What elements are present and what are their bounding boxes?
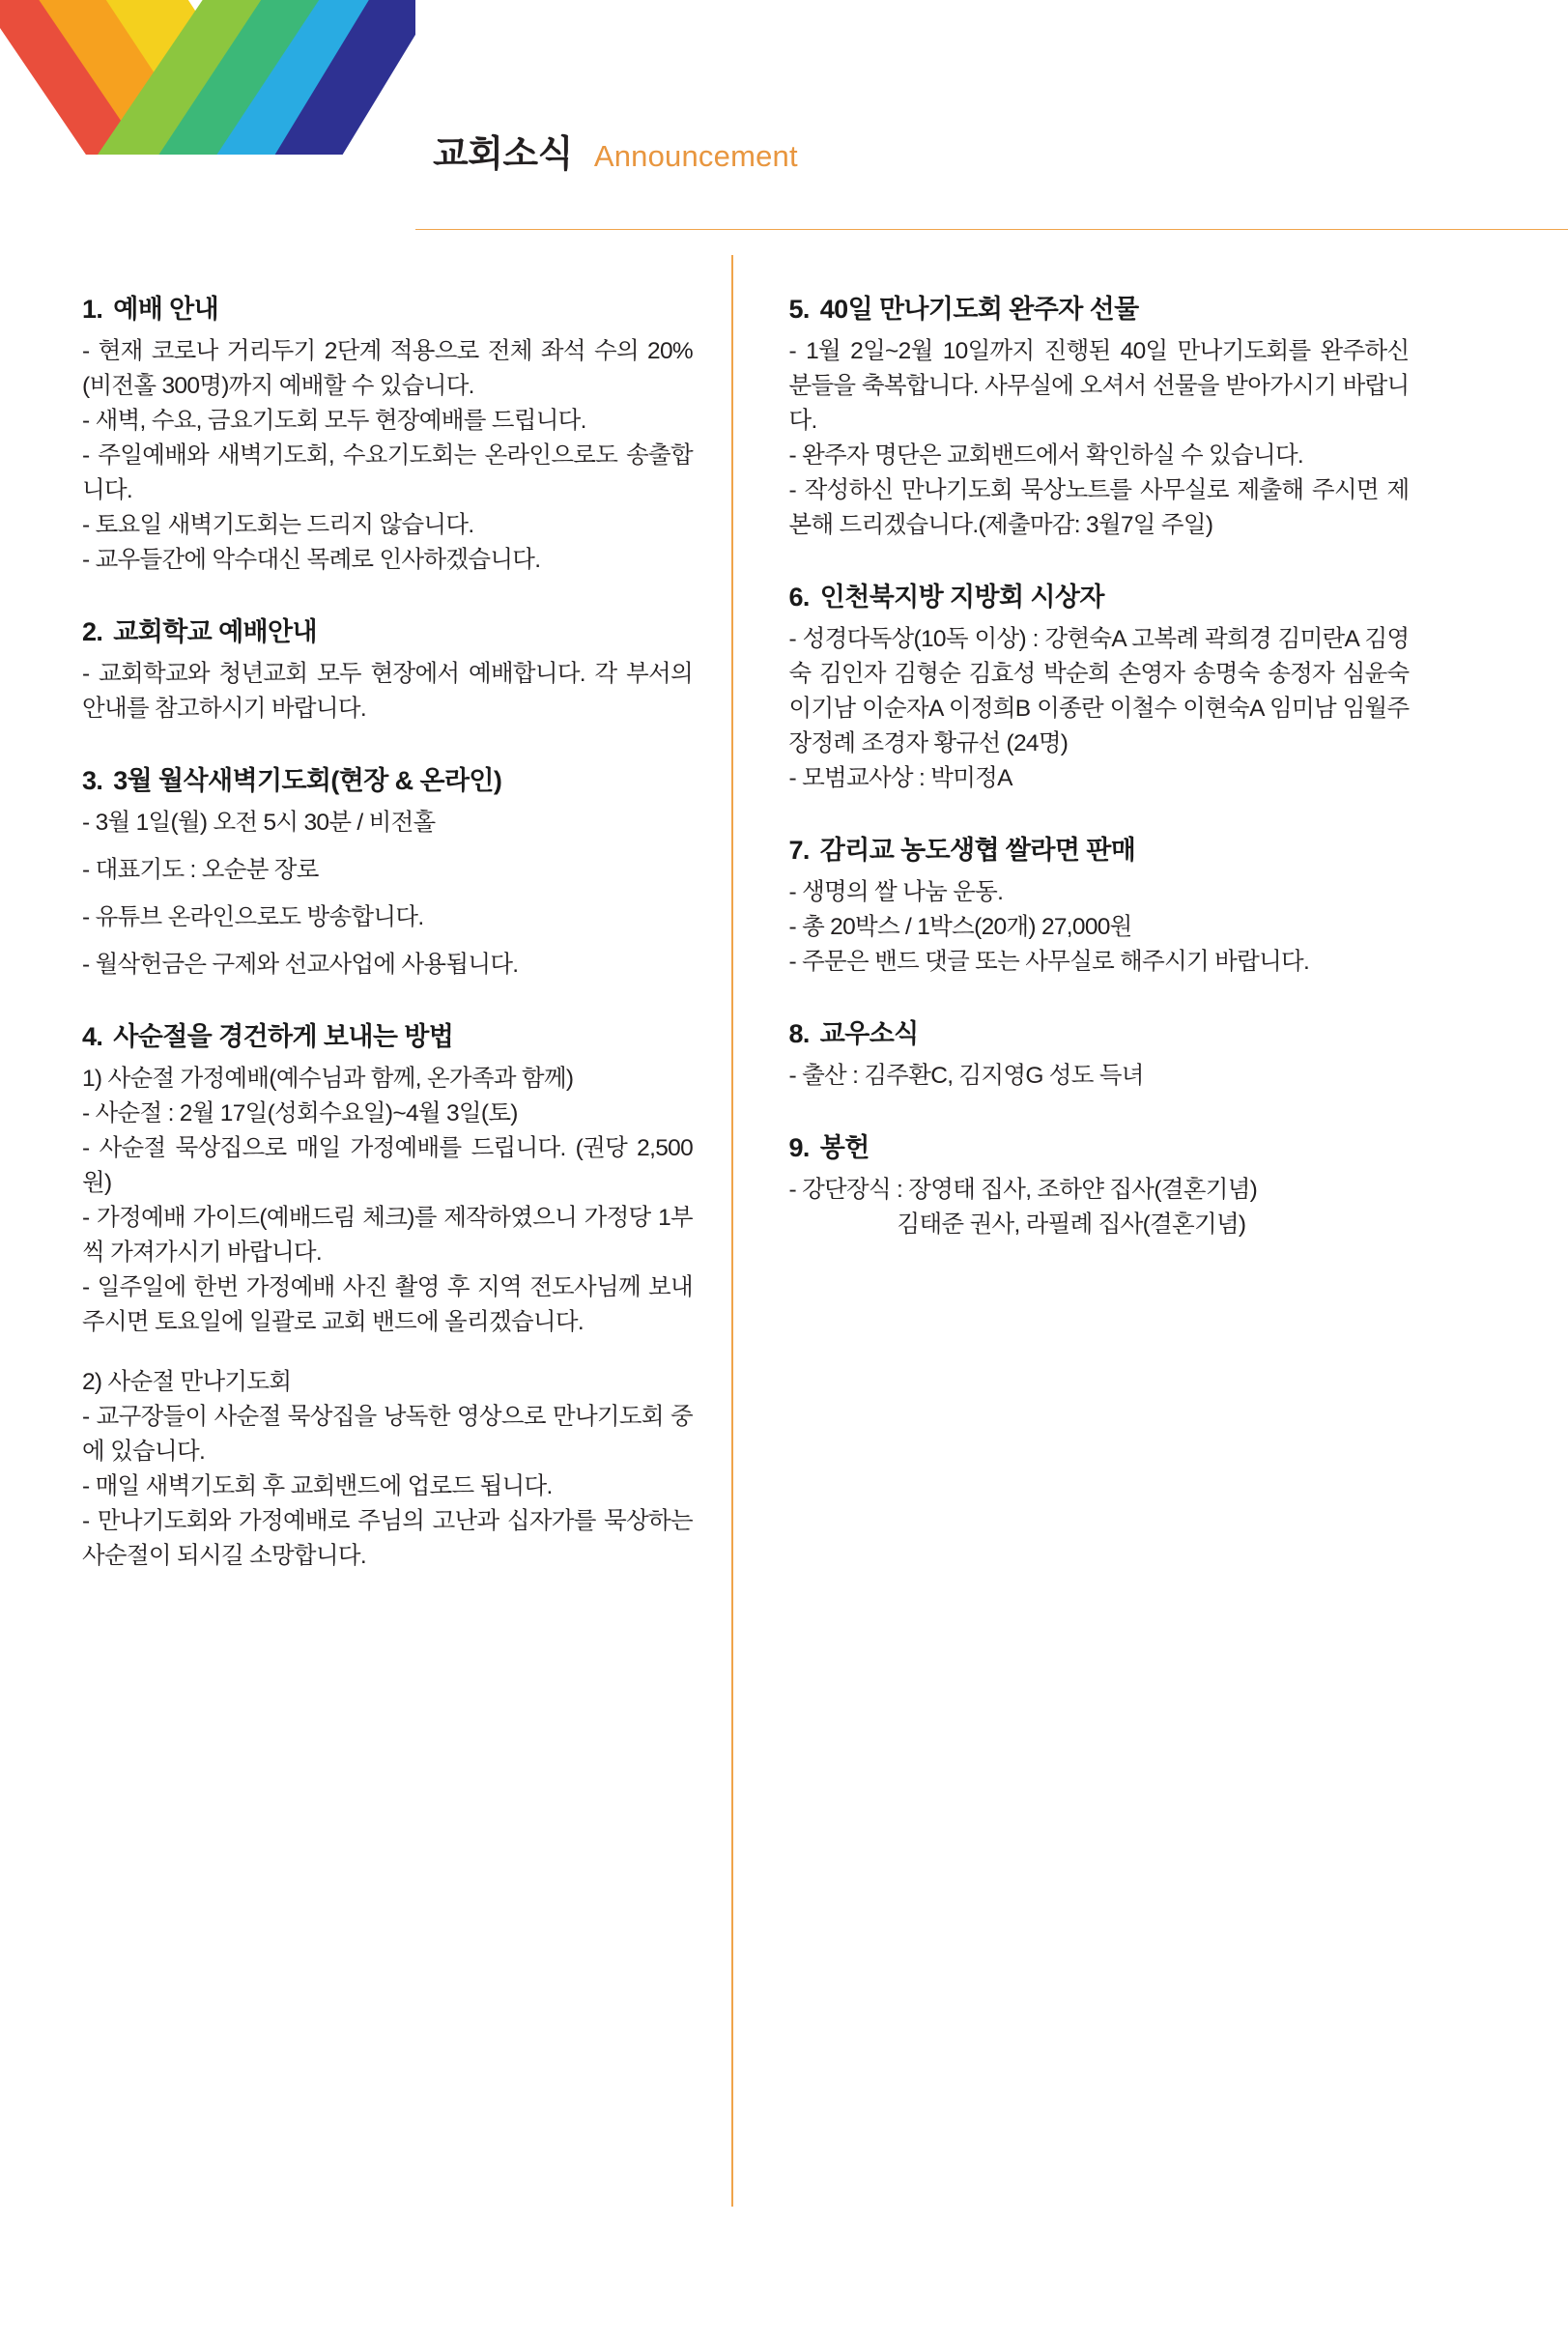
section-5-title: [789, 288, 1410, 326]
section-6-line-1: - 성경다독상(10독 이상) : 강현숙A 고복례 곽희경 김미란A 김영숙 김인자 김형순 김효성 박순희 손영자 송명숙 송정자 심윤숙 이기남 이순자A 이정희B 이종란 이철수 이현숙A 임미남 임월주 장정례 조경자 황규선 (24명): [788, 626, 1410, 756]
section-5: [789, 288, 1410, 543]
section-3-line-3: - 유튜브 온라인으로도 방송합니다.: [82, 904, 424, 930]
section-9-number: 9.: [788, 1133, 810, 1162]
section-1-title: [82, 288, 693, 326]
section-9-heading: 봉헌: [819, 1133, 870, 1162]
section-4-number: 4.: [82, 1022, 103, 1051]
section-8-heading: 교우소식: [819, 1019, 919, 1048]
section-6-number: 6.: [788, 583, 810, 612]
section-1-line-4: - 토요일 새벽기도회는 드리지 않습니다.: [82, 512, 474, 538]
section-3-line-1: - 3월 1일(월) 오전 5시 30분 / 비전홀: [82, 810, 436, 836]
left-column: [82, 288, 731, 2207]
section-8-title: [789, 1012, 1410, 1050]
section-6: [789, 576, 1410, 796]
section-4b-line-4: - 만나기도회와 가정예배로 주님의 고난과 십자가를 묵상하는 사순절이 되시길 소망합니다.: [82, 1508, 693, 1569]
section-6-line-2: - 모범교사상 : 박미정A: [788, 765, 1012, 791]
section-3-line-2: - 대표기도 : 오순분 장로: [82, 857, 319, 883]
section-7-line-1: - 생명의 쌀 나눔 운동.: [788, 879, 1004, 905]
section-4-line-1: 1) 사순절 가정예배(예수님과 함께, 온가족과 함께): [82, 1066, 574, 1092]
section-7-heading: 감리교 농도생협 쌀라면 판매: [819, 836, 1136, 865]
section-8-number: 8.: [788, 1019, 810, 1048]
section-2-title: [82, 611, 693, 648]
section-9-line-1: - 강단장식 : 장영태 집사, 조하얀 집사(결혼기념): [788, 1177, 1258, 1203]
page-title-ko: 교회소식: [433, 134, 573, 175]
section-4-line-5: - 일주일에 한번 가정예배 사진 촬영 후 지역 전도사님께 보내주시면 토요일에 일괄로 교회 밴드에 올리겠습니다.: [82, 1274, 693, 1335]
section-4b-line-2: - 교구장들이 사순절 묵상집을 낭독한 영상으로 만나기도회 중에 있습니다.: [82, 1404, 693, 1465]
section-2: [82, 611, 693, 727]
section-1-heading: 예배 안내: [113, 295, 219, 324]
section-3-title: [82, 759, 693, 797]
section-2-number: 2.: [82, 617, 103, 646]
section-4-title: [82, 1015, 693, 1053]
section-7: [789, 829, 1410, 980]
section-5-line-3: - 작성하신 만나기도회 묵상노트를 사무실로 제출해 주시면 제본해 드리겠습니다.(제출마감: 3월7일 주일): [788, 477, 1410, 538]
section-1-line-5: - 교우들간에 악수대신 목례로 인사하겠습니다.: [82, 547, 541, 573]
section-1-line-3: - 주일예배와 새벽기도회, 수요기도회는 온라인으로도 송출합니다.: [82, 442, 693, 503]
section-7-title: [789, 829, 1410, 867]
section-2-heading: 교회학교 예배안내: [113, 617, 317, 646]
section-6-title: [789, 576, 1410, 613]
section-9-line-2: 김태준 권사, 라필례 집사(결혼기념): [897, 1211, 1246, 1238]
section-1: [82, 288, 693, 578]
section-6-heading: 인천북지방 지방회 시상자: [819, 583, 1104, 612]
section-4-heading: 사순절을 경건하게 보내는 방법: [113, 1022, 454, 1051]
section-4-line-4: - 가정예배 가이드(예배드림 체크)를 제작하였으니 가정당 1부씩 가져가시기 바랍니다.: [82, 1205, 693, 1266]
section-7-line-2: - 총 20박스 / 1박스(20개) 27,000원: [788, 914, 1132, 940]
section-5-line-2: - 완주자 명단은 교회밴드에서 확인하실 수 있습니다.: [788, 442, 1304, 469]
section-5-heading: 40일 만나기도회 완주자 선물: [819, 295, 1139, 324]
section-9: [789, 1126, 1410, 1242]
right-column: [733, 288, 1410, 2207]
section-3: [82, 759, 693, 983]
section-5-line-1: - 1월 2일~2월 10일까지 진행된 40일 만나기도회를 완주하신 분들을 축복합니다. 사무실에 오셔서 선물을 받아가시기 바랍니다.: [788, 338, 1410, 434]
section-4b-line-3: - 매일 새벽기도회 후 교회밴드에 업로드 됩니다.: [82, 1473, 553, 1499]
announcement-body: [0, 230, 1568, 2207]
page-title-en: Announcement: [593, 139, 798, 173]
section-5-number: 5.: [788, 295, 810, 324]
section-1-line-2: - 새벽, 수요, 금요기도회 모두 현장예배를 드립니다.: [82, 408, 586, 434]
section-3-heading: 3월 월삭새벽기도회(현장 & 온라인): [113, 766, 502, 795]
section-7-number: 7.: [788, 836, 810, 865]
section-1-line-1: - 현재 코로나 거리두기 2단계 적용으로 전체 좌석 수의 20% (비전홀 300명)까지 예배할 수 있습니다.: [82, 338, 693, 399]
section-1-number: 1.: [82, 295, 103, 324]
section-7-line-3: - 주문은 밴드 댓글 또는 사무실로 해주시기 바랍니다.: [788, 949, 1310, 975]
section-2-line-1: - 교회학교와 청년교회 모두 현장에서 예배합니다. 각 부서의 안내를 참고하시기 바랍니다.: [82, 661, 693, 722]
section-8-line-1: - 출산 : 김주환C, 김지영G 성도 득녀: [788, 1063, 1144, 1089]
section-9-title: [789, 1126, 1410, 1164]
section-4-line-2: - 사순절 : 2월 17일(성회수요일)~4월 3일(토): [82, 1100, 518, 1126]
page-header: [0, 0, 1568, 230]
section-3-line-4: - 월삭헌금은 구제와 선교사업에 사용됩니다.: [82, 952, 519, 978]
header-titles: [433, 124, 798, 177]
section-4: [82, 1015, 693, 1574]
paragraph-spacer: [82, 1340, 693, 1365]
section-4-line-3: - 사순절 묵상집으로 매일 가정예배를 드립니다. (권당 2,500원): [82, 1135, 693, 1196]
section-3-number: 3.: [82, 766, 103, 795]
section-4b-line-1: 2) 사순절 만나기도회: [82, 1369, 292, 1395]
section-8: [789, 1012, 1410, 1094]
church-logo: [0, 0, 415, 230]
